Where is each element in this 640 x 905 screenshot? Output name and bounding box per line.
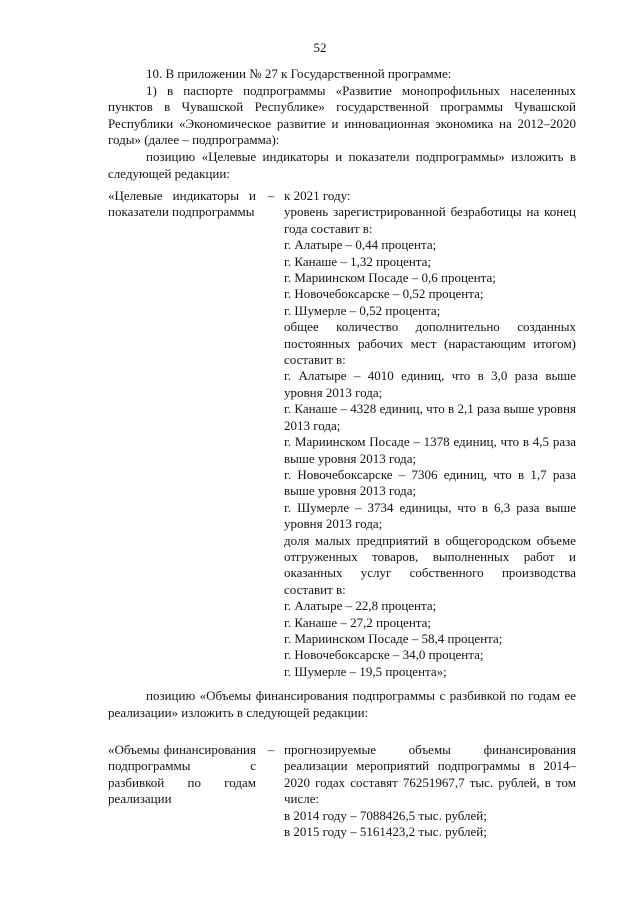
indicators-line: г. Шумерле – 3734 единицы, что в 6,3 раза выше уровня 2013 года; <box>284 499 576 532</box>
subitem-text: 1) в паспорте подпрограммы «Развитие монопрофильных населенных пунктов в Чувашской Республике» государственной программы Чувашской Республики «Экономическое развитие и инновационная экономика на 2012–2020 годы» (далее – подпрограмма): <box>108 82 576 148</box>
indicators-line: г. Канаше – 1,32 процента; <box>284 253 432 269</box>
indicators-line: г. Новочебоксарске – 34,0 процента; <box>284 647 484 663</box>
indicators-line: к 2021 году: <box>284 188 351 203</box>
indicators-line: г. Алатыре – 4010 единиц, что в 3,0 раза выше уровня 2013 года; <box>284 368 576 400</box>
funding-content <box>284 742 576 840</box>
funding-instruction <box>108 688 576 721</box>
indicators-line: уровень зарегистрированной безработицы на конец года составит в: <box>284 204 576 236</box>
funding-dash: – <box>267 742 275 757</box>
indicators-line: г. Канаше – 27,2 процента; <box>284 614 432 630</box>
indicators-line: общее количество дополнительно созданных постоянных рабочих мест (нарастающим итогом) составит в: <box>284 319 576 368</box>
indicators-line: г. Мариинском Посаде – 58,4 процента; <box>284 630 503 646</box>
indicators-line: г. Новочебоксарске – 0,52 процента; <box>284 286 484 302</box>
indicators-line: г. Новочебоксарске – 7306 единиц, что в 1,7 раза выше уровня 2013 года; <box>284 466 576 499</box>
indicators-line: г. Шумерле – 0,52 процента; <box>284 302 441 318</box>
funding-label: «Объемы финансирования подпрограммы с разбивкой по годам реализации <box>108 742 256 807</box>
indicators-line: г. Мариинском Посаде – 1378 единиц, что в 4,5 раза выше уровня 2013 года; <box>284 434 576 466</box>
indicators-line: доля малых предприятий в общегородском объеме отгруженных товаров, выполненных работ и оказанных услуг собственного производства составит в: <box>284 532 576 597</box>
indicators-content <box>284 188 576 680</box>
funding-line: в 2014 году – 7088426,5 тыс. рублей; <box>284 807 487 823</box>
indicators-line: г. Алатыре – 0,44 процента; <box>284 237 437 253</box>
funding-line: в 2015 году – 5161423,2 тыс. рублей; <box>284 824 487 840</box>
funding-line: прогнозируемые объемы финансирования реализации мероприятий подпрограммы в 2014–2020 годах составят 76251967,7 тыс. рублей, в том числе: <box>284 742 576 807</box>
intro-section <box>108 66 576 182</box>
indicators-dash: – <box>267 188 275 203</box>
indicators-line: г. Канаше – 4328 единиц, что в 2,1 раза выше уровня 2013 года; <box>284 401 576 433</box>
indicators-label: «Целевые индикаторы и показатели подпрограммы <box>108 188 256 220</box>
item-heading: 10. В приложении № 27 к Государственной программе: <box>146 66 452 81</box>
funding-instruction-text: позицию «Объемы финансирования подпрограммы с разбивкой по годам ее реализации» изложить в следующей редакции: <box>108 688 576 720</box>
indicators-line: г. Алатыре – 22,8 процента; <box>284 598 437 614</box>
instruction-text: позицию «Целевые индикаторы и показатели подпрограммы» изложить в следующей редакции: <box>108 148 576 181</box>
indicators-line: г. Мариинском Посаде – 0,6 процента; <box>284 270 496 286</box>
page-number: 52 <box>313 40 327 55</box>
indicators-line: г. Шумерле – 19,5 процента»; <box>284 663 447 679</box>
